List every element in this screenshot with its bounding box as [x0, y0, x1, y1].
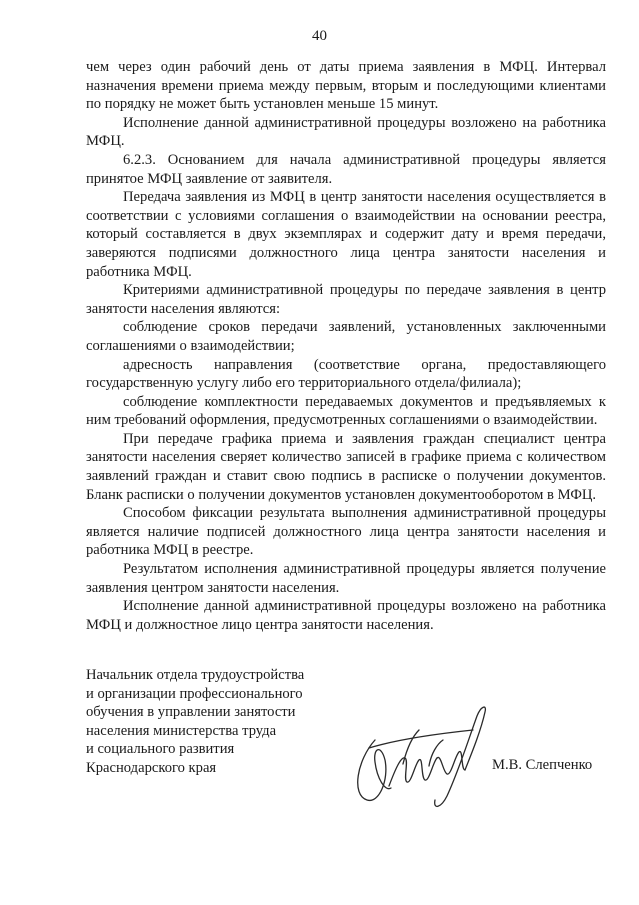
signatory-title [86, 666, 331, 778]
paragraph: Результатом исполнения административной процедуры является получение заявления центром занятости населения. [86, 561, 606, 596]
paragraph-continuation: чем через один рабочий день от даты приема заявления в МФЦ. Интервал назначения времени приема между первым, вторым и последующими клиентами по порядку не может быть установлен меньше 15 минут. [86, 59, 606, 113]
paragraph: Способом фиксации результата выполнения административной процедуры является наличие подписей должностного лица центра занятости населения и работника МФЦ в реестре. [86, 505, 606, 559]
paragraph: Критериями административной процедуры по передаче заявления в центр занятости населения являются: [86, 282, 606, 317]
signatory-title-line: Начальник отдела трудоустройства [86, 667, 305, 683]
handwritten-signature [345, 700, 505, 815]
signatory-title-line: населения министерства труда [86, 722, 277, 739]
paragraph: Исполнение данной административной процедуры возложено на работника МФЦ и должностное лицо центра занятости населения. [86, 598, 606, 633]
paragraph: Передача заявления из МФЦ в центр занятости населения осуществляется в соответствии с условиями соглашения о взаимодействии на основании реестра, который составляется в двух экземплярах и содержит дату и время передачи, заверяются подписями должностного лица центра занятости населения и работника МФЦ. [86, 189, 606, 280]
criteria-item: соблюдение комплектности передаваемых документов и предъявляемых к ним требований оформления, предусмотренных соглашениями о взаимодействии. [86, 393, 606, 429]
criteria-item: соблюдение сроков передачи заявлений, установленных заключенными соглашениями о взаимодействии; [86, 319, 606, 354]
signatory-title-line: и социального развития [86, 741, 235, 758]
criteria-item: адресность направления (соответствие органа, предоставляющего государственную услугу либо его территориального отдела/филиала); [86, 356, 606, 392]
paragraph: Исполнение данной административной процедуры возложено на работника МФЦ. [86, 114, 606, 150]
paragraph: При передаче графика приема и заявления граждан специалист центра занятости населения сверяет количество записей в графике приема с количеством заявлений граждан и ставит свою подпись в расписке о получении документов. Бланк расписки о получении документов установлен документооборотом в МФЦ. [86, 430, 606, 503]
document-body [86, 58, 606, 634]
signatory-title-line: Краснодарского края [86, 759, 217, 776]
signatory-title-line: обучения в управлении занятости [86, 704, 296, 721]
paragraph-section-6-2-3: 6.2.3. Основанием для начала административной процедуры является принятое МФЦ заявление от заявителя. [86, 151, 606, 187]
signatory-title-line: и организации профессионального [86, 685, 303, 702]
page-number: 40 [312, 28, 327, 44]
signer-name: М.В. Слепченко [492, 757, 593, 773]
